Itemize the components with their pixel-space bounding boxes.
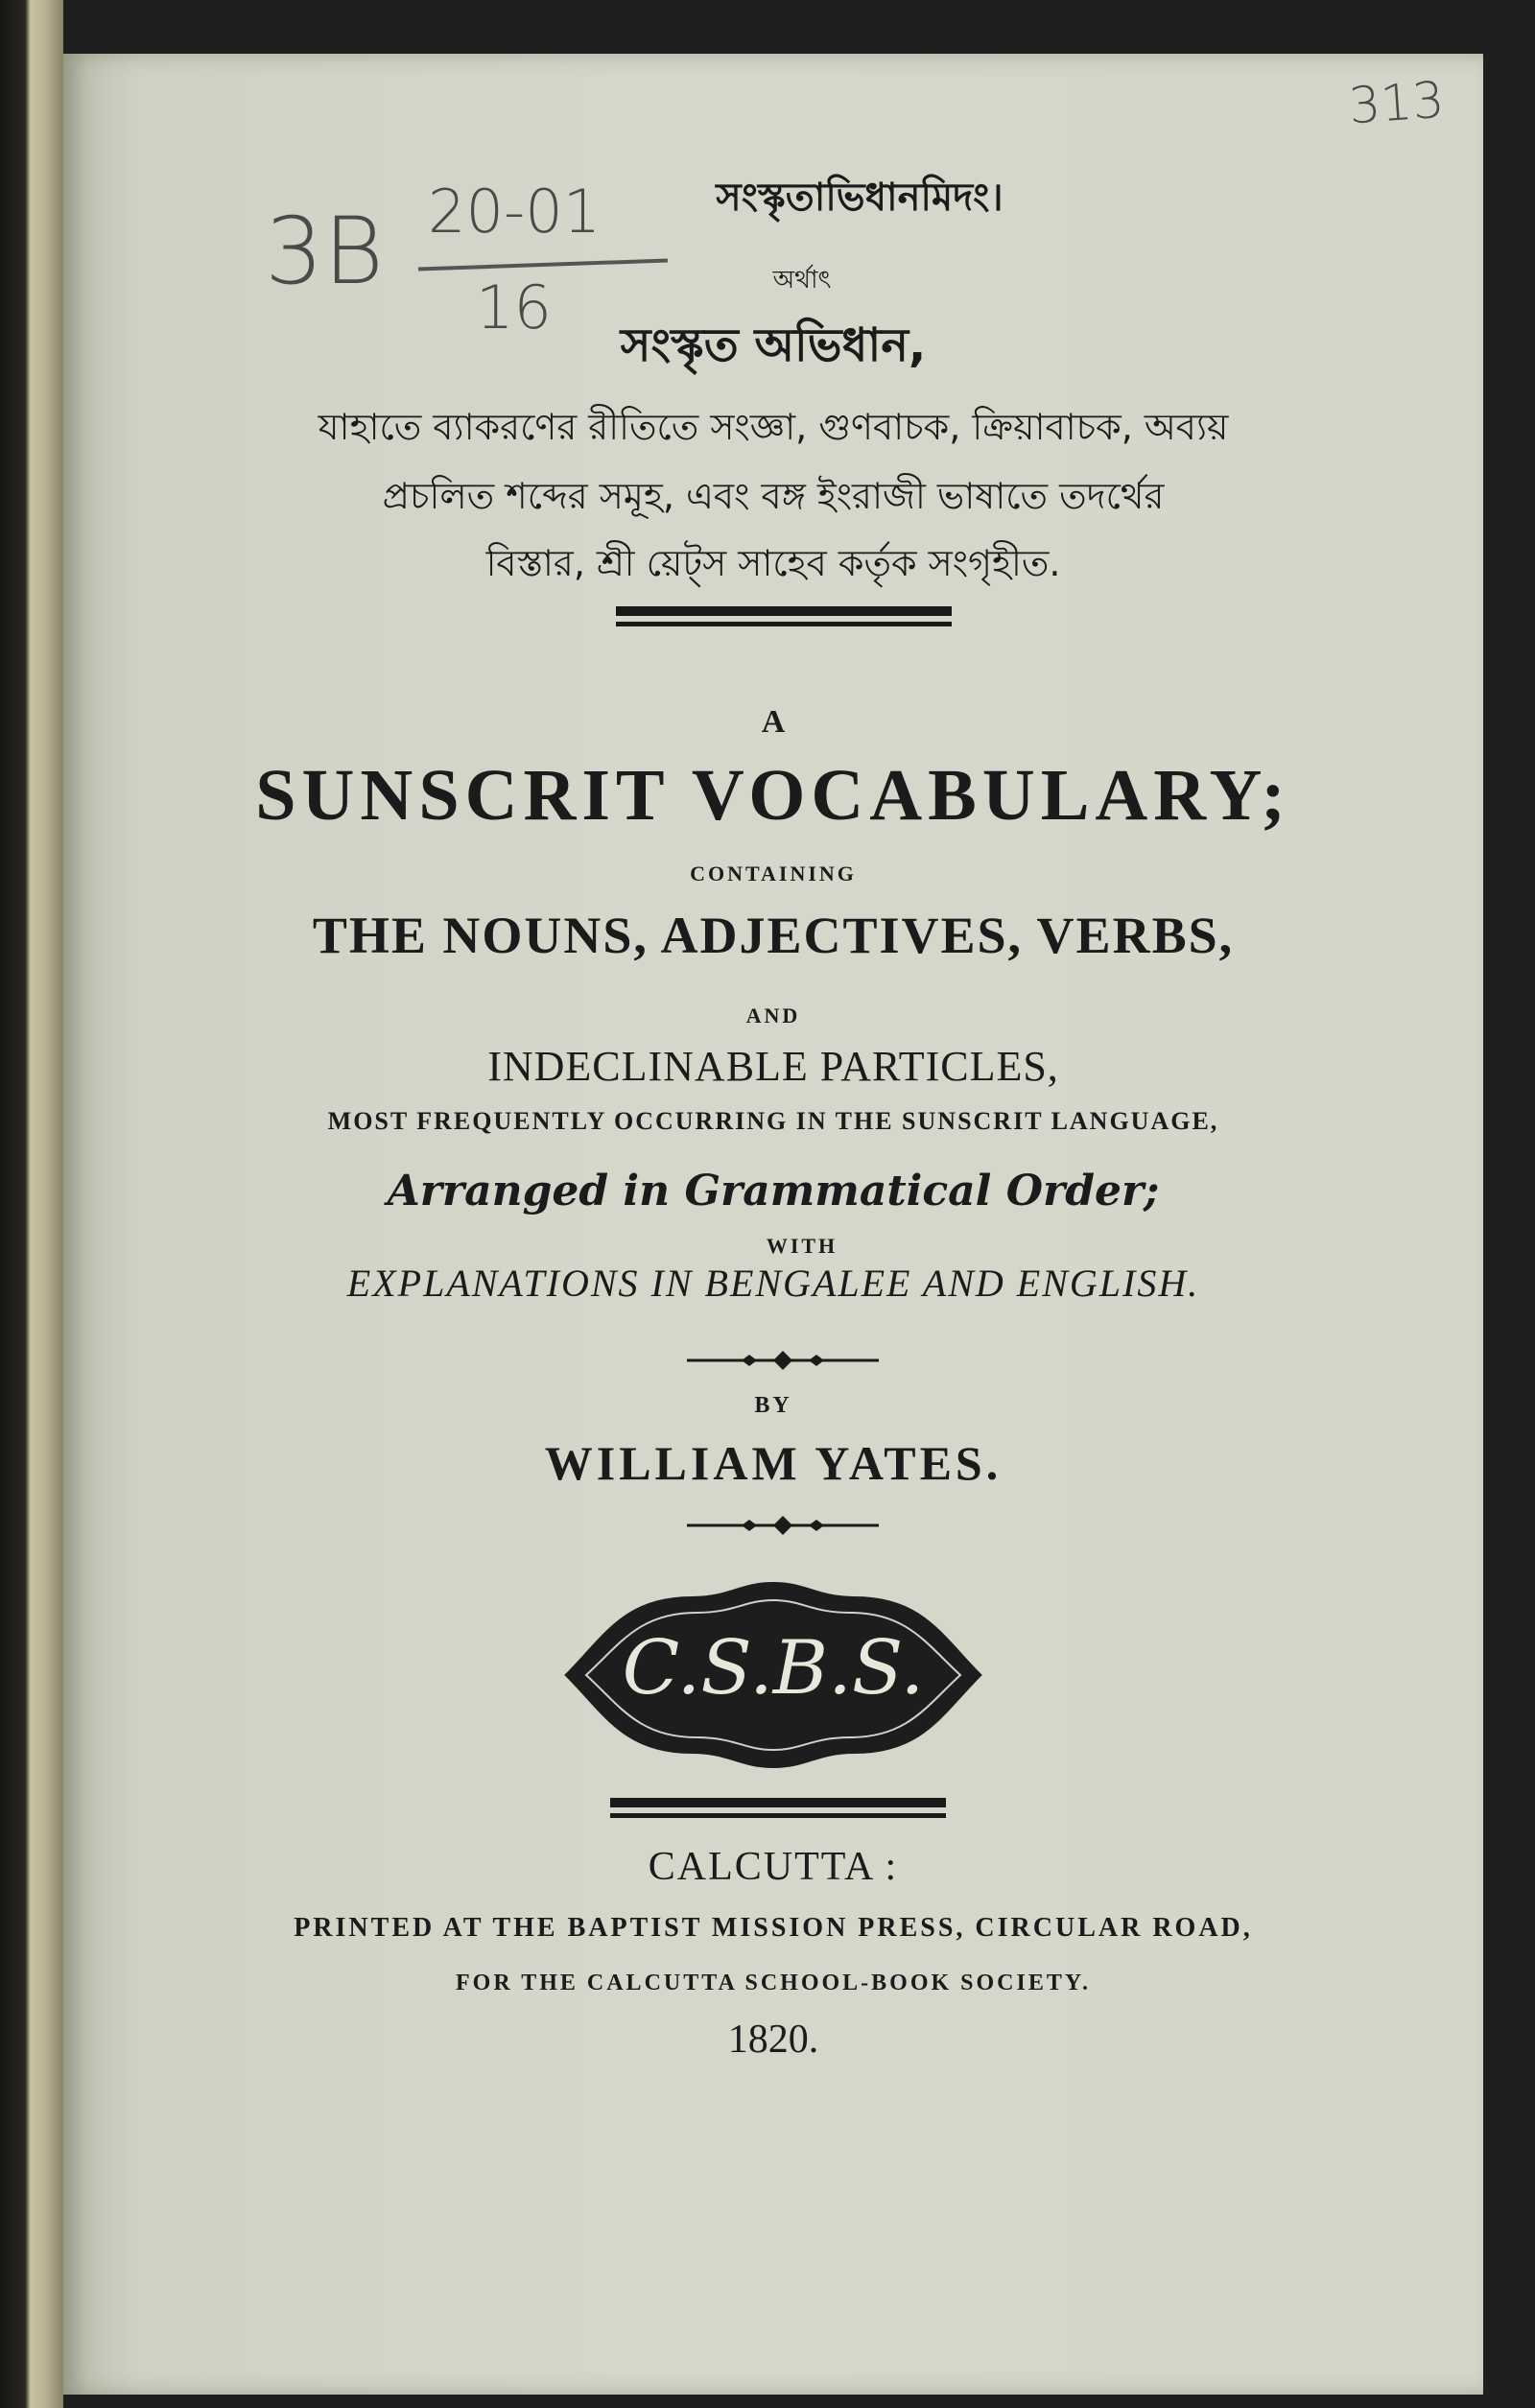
title-page bbox=[63, 54, 1483, 2395]
subtitle-nouns-adjectives-verbs: THE NOUNS, ADJECTIVES, VERBS, bbox=[312, 907, 1235, 964]
main-title: SUNSCRIT VOCABULARY; bbox=[255, 755, 1291, 836]
bengali-title-line2: অর্থাৎ bbox=[772, 266, 832, 295]
bengali-title-line1: সংস্কৃতাভিধানমিদং। bbox=[716, 176, 1004, 220]
imprint-for: FOR THE CALCUTTA SCHOOL-BOOK SOCIETY. bbox=[455, 1971, 1091, 1995]
double-rule-bottom bbox=[616, 622, 952, 626]
containing-label: CONTAINING bbox=[690, 862, 857, 885]
double-rule-top bbox=[616, 606, 952, 616]
ornamental-divider-2 bbox=[687, 1514, 879, 1537]
double-rule-imprint-top bbox=[610, 1798, 946, 1807]
bengali-title-line3: সংস্কৃত অভিধান, bbox=[620, 319, 927, 372]
and-label: AND bbox=[745, 1003, 801, 1027]
bengali-title-line5: প্রচলিত শব্দের সমূহ, এবং বঙ্গ ইংরাজী ভাষাতে তদর্থের bbox=[382, 475, 1165, 517]
subtitle-indeclinable-particles: INDECLINABLE PARTICLES, bbox=[487, 1043, 1059, 1090]
by-label: BY bbox=[754, 1393, 792, 1418]
imprint-printer: PRINTED AT THE BAPTIST MISSION PRESS, CIRCULAR ROAD, bbox=[294, 1913, 1253, 1943]
society-emblem bbox=[548, 1579, 999, 1771]
double-rule-imprint-bottom bbox=[610, 1813, 946, 1818]
shelfmark-denominator: 16 bbox=[476, 272, 552, 342]
with-label: WITH bbox=[766, 1234, 838, 1258]
author-name: WILLIAM YATES. bbox=[544, 1436, 1003, 1490]
bengali-title-line4: যাহাতে ব্যাকরণের রীতিতে সংজ্ঞা, গুণবাচক, ক্রিয়াবাচক, অব্যয় bbox=[318, 406, 1229, 448]
emblem-monogram: C.S.B.S. bbox=[622, 1625, 925, 1712]
bengali-title-line6: বিস্তার, শ্রী য়েট্স সাহেব কর্তৃক সংগৃহীত. bbox=[485, 542, 1061, 584]
shelfmark-numerator: 20-01 bbox=[428, 177, 602, 247]
imprint-place: CALCUTTA : bbox=[648, 1845, 899, 1889]
arranged-line: Arranged in Grammatical Order; bbox=[387, 1167, 1160, 1216]
imprint-year: 1820. bbox=[727, 2018, 819, 2062]
title-article: A bbox=[761, 704, 786, 740]
shelfmark-prefix: 3B bbox=[265, 198, 384, 305]
book-binding bbox=[0, 0, 63, 2408]
pencil-page-number: 313 bbox=[1347, 71, 1447, 136]
ornamental-divider-1 bbox=[687, 1349, 879, 1372]
most-frequently-line: MOST FREQUENTLY OCCURRING IN THE SUNSCRIT LANGUAGE, bbox=[327, 1107, 1219, 1135]
explanations-line: EXPLANATIONS IN BENGALEE AND ENGLISH. bbox=[346, 1262, 1200, 1305]
